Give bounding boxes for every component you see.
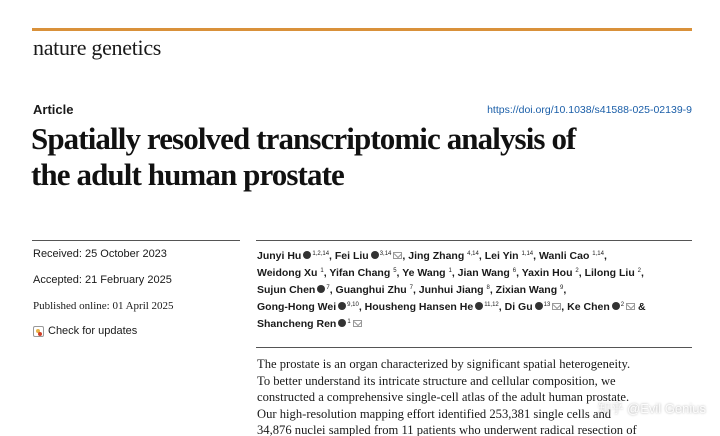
abstract-line: The prostate is an organ characterized by significant spatial heterogeneity. (257, 357, 631, 371)
author-name[interactable]: Wanli Cao (539, 250, 590, 262)
author-name[interactable]: Zixian Wang (495, 284, 558, 296)
affiliation-superscript: 7 (409, 285, 413, 291)
affiliation-superscript: 2 (620, 302, 625, 308)
affiliation-superscript: 1,2,14 (312, 251, 330, 257)
abstract-line: 34,876 nuclei sampled from 11 patients who underwent radical resection of (257, 423, 637, 436)
publication-dates (33, 247, 243, 337)
article-title (31, 121, 701, 193)
affiliation-superscript: 7 (326, 285, 330, 291)
title-line: the adult human prostate (31, 157, 344, 192)
check-updates-label: Check for updates (48, 325, 138, 337)
email-icon[interactable] (353, 320, 362, 327)
author-name[interactable]: Lei Yin (484, 250, 519, 262)
author-name[interactable]: Fei Liu (334, 250, 369, 262)
author-line: Weidong Xu $^1$, Yifan Chang $^5$, Ye Wang $^1$, Jian Wang $^6$, Yaxin Hou $^2$, Lilong Liu $^2$, (257, 267, 644, 279)
affiliation-superscript: 1 (448, 268, 452, 274)
author-line: Gong-Hong Wei $^{9,10}$, Housheng Hansen He $^{11,12}$, Di Gu $^{13}$ , Ke Chen $^2$ & (257, 301, 646, 313)
author-name[interactable]: Ye Wang (402, 267, 446, 279)
orcid-icon[interactable] (338, 302, 346, 310)
abstract-line: To better understand its intricate structure and cellular composition, we (257, 373, 616, 388)
watermark: 知乎 @Evil Genius (597, 401, 706, 416)
author-line (257, 315, 697, 332)
orcid-icon[interactable] (338, 319, 346, 327)
orcid-icon[interactable] (371, 251, 379, 259)
author-line: Junyi Hu $^{1,2,14}$, Fei Liu $^{3,14}$ , Jing Zhang $^{4,14}$, Lei Yin $^{1,14}$, Wanli Cao $^{1,14}$, (257, 250, 607, 262)
affiliation-superscript: 3,14 (379, 251, 392, 257)
journal-header-rule (32, 28, 692, 31)
author-name[interactable]: Jing Zhang (408, 250, 465, 262)
orcid-icon[interactable] (317, 285, 325, 293)
affiliation-superscript: 8 (486, 285, 490, 291)
abstract-line: constructed a comprehensive single-cell atlas of the adult human prostate. (257, 390, 630, 404)
author-name[interactable]: Ke Chen (567, 301, 610, 313)
author-name[interactable]: Jian Wang (457, 267, 510, 279)
affiliation-superscript: 9,10 (347, 302, 359, 308)
orcid-icon[interactable] (612, 302, 620, 310)
author-name[interactable]: Sujun Chen (257, 284, 316, 296)
abstract-line: Our high-resolution mapping effort identified 253,381 single cells and (257, 406, 612, 421)
author-name[interactable]: Yaxin Hou (521, 267, 573, 279)
author-name[interactable]: Lilong Liu (584, 267, 635, 279)
author-line: Sujun Chen $^7$, Guanghui Zhu $^7$, Junhui Jiang $^8$, Zixian Wang $^9$, (257, 284, 567, 296)
author-name[interactable]: Di Gu (504, 301, 533, 313)
affiliation-superscript: 9 (560, 285, 564, 291)
author-name[interactable]: Weidong Xu (257, 267, 318, 279)
author-name[interactable]: Gong-Hong Wei (257, 301, 337, 313)
dates-divider (32, 240, 240, 241)
author-name[interactable]: Shancheng Ren (257, 318, 337, 330)
affiliation-superscript: 1,14 (592, 251, 604, 257)
email-icon[interactable] (626, 303, 635, 310)
orcid-icon[interactable] (475, 302, 483, 310)
affiliation-superscript: 6 (512, 268, 517, 274)
authors-divider (256, 240, 692, 241)
affiliation-superscript: 2 (637, 268, 642, 274)
affiliation-superscript: 2 (575, 268, 579, 274)
email-icon[interactable] (552, 303, 561, 310)
check-updates-icon (33, 326, 44, 337)
author-name[interactable]: Junhui Jiang (418, 284, 484, 296)
check-updates-link[interactable] (33, 325, 243, 337)
author-name[interactable]: Junyi Hu (257, 250, 302, 262)
affiliation-superscript: 4,14 (467, 251, 479, 257)
accepted-date: Accepted: 21 February 2025 (33, 274, 172, 286)
abstract-divider (256, 347, 692, 348)
author-name[interactable]: Guanghui Zhu (335, 284, 407, 296)
affiliation-superscript: 1,14 (521, 251, 534, 257)
affiliation-superscript: 13 (543, 302, 551, 308)
affiliation-superscript: 11,12 (484, 302, 499, 308)
title-line: Spatially resolved transcriptomic analysis of (31, 121, 576, 156)
affiliation-superscript: 1 (320, 268, 324, 274)
author-list (257, 247, 697, 332)
email-icon[interactable] (393, 252, 402, 259)
abstract (257, 356, 697, 436)
author-name[interactable]: Housheng Hansen He (364, 301, 474, 313)
orcid-icon[interactable] (303, 251, 311, 259)
published-date: Published online: 01 April 2025 (33, 300, 174, 312)
article-type: Article (33, 102, 74, 117)
received-date: Received: 25 October 2023 (33, 248, 167, 260)
affiliation-superscript: 1 (347, 319, 351, 325)
author-name[interactable]: Yifan Chang (329, 267, 391, 279)
affiliation-superscript: 5 (393, 268, 397, 274)
doi-link[interactable]: https://doi.org/10.1038/s41588-025-02139-9 (487, 104, 692, 116)
journal-name: nature genetics (33, 35, 162, 60)
orcid-icon[interactable] (535, 302, 543, 310)
